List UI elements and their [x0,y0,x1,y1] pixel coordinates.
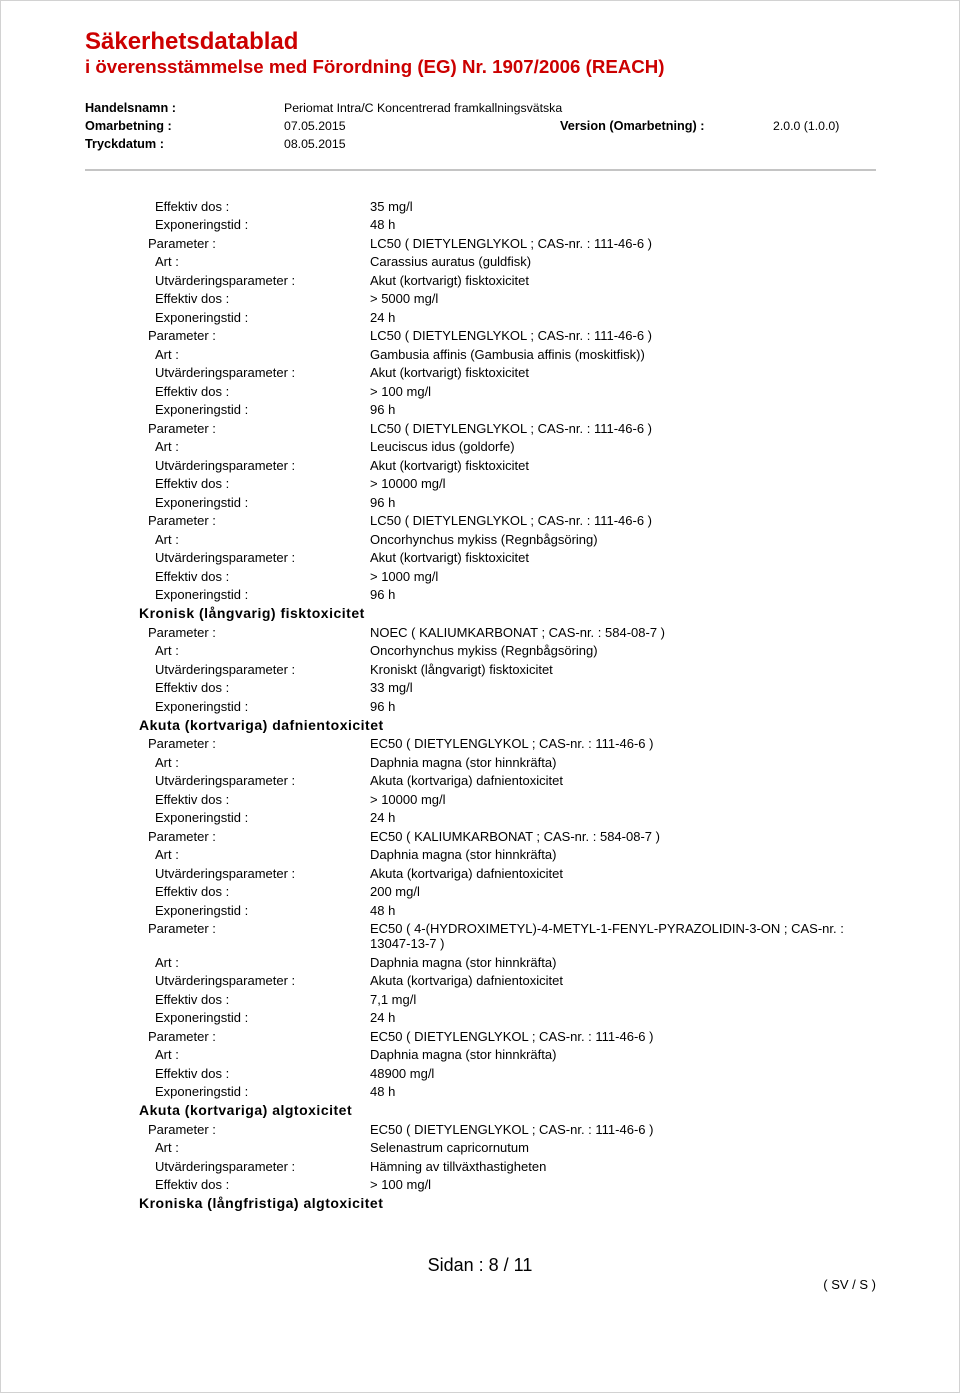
parameter-value: EC50 ( KALIUMKARBONAT ; CAS-nr. : 584-08-7 ) [370,828,660,844]
effektiv-dos-value: > 10000 mg/l [370,791,446,807]
utvarderingsparameter-row [0,1157,960,1176]
exponeringstid-row [0,901,960,920]
utvarderingsparameter-value: Kroniskt (långvarigt) fisktoxicitet [370,661,553,677]
effektiv-dos-value: 48900 mg/l [370,1065,435,1081]
utvarderingsparameter-label: Utvärderingsparameter : [155,272,296,288]
parameter-row [0,827,960,846]
utvarderingsparameter-value: Hämning av tillväxthastigheten [370,1158,547,1174]
exponeringstid-label: Exponeringstid : [155,587,249,603]
effektiv-dos-row [0,883,960,902]
header-divider [85,169,876,171]
effektiv-dos-label: Effektiv dos : [155,383,230,399]
effektiv-dos-row [0,1176,960,1195]
art-row [0,438,960,457]
art-row [0,1046,960,1065]
art-label: Art : [155,954,179,970]
effektiv-dos-label: Effektiv dos : [155,476,230,492]
print-date-value: 08.05.2015 [284,137,346,151]
test-result [0,920,960,1028]
parameter-value: NOEC ( KALIUMKARBONAT ; CAS-nr. : 584-08-7 ) [370,624,665,640]
exponeringstid-value: 96 h [370,494,396,510]
art-row [0,1139,960,1158]
utvarderingsparameter-row [0,549,960,568]
exponeringstid-row [0,308,960,327]
revision-date-label: Omarbetning : [85,119,172,133]
effektiv-dos-value: 200 mg/l [370,884,420,900]
utvarderingsparameter-value: Akuta (kortvariga) dafnientoxicitet [370,773,563,789]
parameter-row [0,419,960,438]
art-row [0,953,960,972]
effektiv-dos-label: Effektiv dos : [155,680,230,696]
effektiv-dos-row [0,990,960,1009]
page-number: Sidan : 8 / 11 [427,1255,533,1275]
exponeringstid-label: Exponeringstid : [155,309,249,325]
exponeringstid-label: Exponeringstid : [155,494,249,510]
art-value: Leuciscus idus (goldorfe) [370,439,515,455]
effektiv-dos-row [0,1064,960,1083]
effektiv-dos-value: 35 mg/l [370,198,413,214]
section-heading: Kronisk (långvarig) fisktoxicitet [139,605,365,621]
exponeringstid-row [0,697,960,716]
exponeringstid-row [0,1083,960,1102]
ecotox-section [0,1194,960,1213]
parameter-value: LC50 ( DIETYLENGLYKOL ; CAS-nr. : 111-46-6 ) [370,513,653,529]
parameter-label: Parameter : [148,420,216,436]
exponeringstid-label: Exponeringstid : [155,810,249,826]
utvarderingsparameter-label: Utvärderingsparameter : [155,865,296,881]
section-heading: Akuta (kortvariga) dafnientoxicitet [139,716,384,733]
art-label: Art : [155,346,179,362]
exponeringstid-label: Exponeringstid : [155,217,249,233]
document-subtitle: i överensstämmelse med Förordning (EG) Nr. 1907/2006 (REACH) [85,56,665,77]
parameter-row [0,512,960,531]
utvarderingsparameter-value: Akut (kortvarigt) fisktoxicitet [370,550,529,566]
utvarderingsparameter-label: Utvärderingsparameter : [155,365,296,381]
art-row [0,253,960,272]
utvarderingsparameter-label: Utvärderingsparameter : [155,1158,296,1174]
version-value: 2.0.0 (1.0.0) [773,119,840,133]
revision-date-value: 07.05.2015 [284,119,346,133]
test-result [0,512,960,605]
parameter-label: Parameter : [148,513,216,529]
exponeringstid-row [0,586,960,605]
utvarderingsparameter-value: Akuta (kortvariga) dafnientoxicitet [370,865,563,881]
art-label: Art : [155,1140,179,1156]
exponeringstid-value: 48 h [370,902,396,918]
ecotox-section [0,716,960,1102]
art-label: Art : [155,1047,179,1063]
art-value: Daphnia magna (stor hinnkräfta) [370,847,557,863]
parameter-value: EC50 ( DIETYLENGLYKOL ; CAS-nr. : 111-46-6 ) [370,1028,654,1044]
language-code: ( SV / S ) [823,1277,876,1292]
effektiv-dos-value: > 100 mg/l [370,383,432,399]
ecotox-section [0,197,960,604]
trade-name-row [0,99,960,117]
exponeringstid-value: 24 h [370,810,396,826]
effektiv-dos-label: Effektiv dos : [155,1065,230,1081]
art-row [0,642,960,661]
test-result [0,623,960,716]
ecotox-section [0,604,960,716]
exponeringstid-row [0,809,960,828]
parameter-value: EC50 ( DIETYLENGLYKOL ; CAS-nr. : 111-46-6 ) [370,736,654,752]
utvarderingsparameter-label: Utvärderingsparameter : [155,661,296,677]
ecotox-section [0,1101,960,1194]
effektiv-dos-row [0,475,960,494]
ecotoxicity-content [0,197,960,1213]
effektiv-dos-row [0,197,960,216]
art-value: Daphnia magna (stor hinnkräfta) [370,954,557,970]
utvarderingsparameter-label: Utvärderingsparameter : [155,973,296,989]
test-result [0,197,960,234]
exponeringstid-value: 48 h [370,1084,396,1100]
effektiv-dos-value: > 1000 mg/l [370,568,439,584]
exponeringstid-value: 24 h [370,1010,396,1026]
effektiv-dos-label: Effektiv dos : [155,791,230,807]
exponeringstid-value: 24 h [370,309,396,325]
utvarderingsparameter-value: Akut (kortvarigt) fisktoxicitet [370,365,529,381]
effektiv-dos-value: > 10000 mg/l [370,476,446,492]
art-value: Selenastrum capricornutum [370,1140,529,1156]
test-result [0,1027,960,1101]
effektiv-dos-label: Effektiv dos : [155,291,230,307]
parameter-label: Parameter : [148,828,216,844]
print-date-label: Tryckdatum : [85,137,164,151]
effektiv-dos-row [0,567,960,586]
effektiv-dos-value: > 100 mg/l [370,1177,432,1193]
parameter-row [0,735,960,754]
test-result [0,327,960,420]
effektiv-dos-label: Effektiv dos : [155,1177,230,1193]
exponeringstid-label: Exponeringstid : [155,1010,249,1026]
art-value: Daphnia magna (stor hinnkräfta) [370,1047,557,1063]
exponeringstid-label: Exponeringstid : [155,402,249,418]
exponeringstid-row [0,216,960,235]
utvarderingsparameter-label: Utvärderingsparameter : [155,773,296,789]
parameter-row [0,920,960,954]
parameter-row [0,234,960,253]
test-result [0,827,960,920]
effektiv-dos-row [0,290,960,309]
test-result [0,1120,960,1194]
effektiv-dos-row [0,679,960,698]
effektiv-dos-value: > 5000 mg/l [370,291,439,307]
exponeringstid-row [0,401,960,420]
trade-name-label: Handelsnamn : [85,101,176,115]
document-title: Säkerhetsdatablad [85,28,299,55]
exponeringstid-label: Exponeringstid : [155,902,249,918]
parameter-label: Parameter : [148,235,216,251]
exponeringstid-value: 48 h [370,217,396,233]
section-heading: Akuta (kortvariga) algtoxicitet [139,1102,353,1118]
parameter-label: Parameter : [148,921,216,937]
section-heading: Kroniska (långfristiga) algtoxicitet [139,1195,384,1211]
art-value: Oncorhynchus mykiss (Regnbågsöring) [370,531,598,547]
exponeringstid-value: 96 h [370,402,396,418]
parameter-label: Parameter : [148,624,216,640]
revision-row [0,117,960,135]
parameter-value: LC50 ( DIETYLENGLYKOL ; CAS-nr. : 111-46-6 ) [370,420,653,436]
utvarderingsparameter-row [0,271,960,290]
effektiv-dos-row [0,790,960,809]
art-label: Art : [155,643,179,659]
art-label: Art : [155,847,179,863]
effektiv-dos-value: 33 mg/l [370,680,413,696]
art-label: Art : [155,754,179,770]
parameter-row [0,1027,960,1046]
art-value: Daphnia magna (stor hinnkräfta) [370,754,557,770]
parameter-label: Parameter : [148,1028,216,1044]
effektiv-dos-row [0,382,960,401]
test-result [0,735,960,828]
art-value: Carassius auratus (guldfisk) [370,254,532,270]
art-value: Oncorhynchus mykiss (Regnbågsöring) [370,643,598,659]
effektiv-dos-label: Effektiv dos : [155,198,230,214]
parameter-row [0,327,960,346]
art-label: Art : [155,254,179,270]
version-label: Version (Omarbetning) : [560,119,705,133]
art-label: Art : [155,531,179,547]
trade-name-value: Periomat Intra/C Koncentrerad framkallningsvätska [284,101,563,115]
exponeringstid-label: Exponeringstid : [155,1084,249,1100]
exponeringstid-value: 96 h [370,698,396,714]
utvarderingsparameter-row [0,660,960,679]
art-label: Art : [155,439,179,455]
test-result [0,419,960,512]
exponeringstid-row [0,1009,960,1028]
utvarderingsparameter-value: Akut (kortvarigt) fisktoxicitet [370,457,529,473]
parameter-value: LC50 ( DIETYLENGLYKOL ; CAS-nr. : 111-46-6 ) [370,328,653,344]
utvarderingsparameter-row [0,456,960,475]
effektiv-dos-label: Effektiv dos : [155,991,230,1007]
art-value: Gambusia affinis (Gambusia affinis (moskitfisk)) [370,346,645,362]
art-row [0,753,960,772]
parameter-value: EC50 ( 4-(HYDROXIMETYL)-4-METYL-1-FENYL-PYRAZOLIDIN-3-ON ; CAS-nr. : 13047-13-7 ) [370,921,844,952]
parameter-row [0,623,960,642]
exponeringstid-row [0,493,960,512]
parameter-label: Parameter : [148,1121,216,1137]
effektiv-dos-label: Effektiv dos : [155,884,230,900]
utvarderingsparameter-value: Akuta (kortvariga) dafnientoxicitet [370,973,563,989]
exponeringstid-value: 96 h [370,587,396,603]
test-result [0,234,960,327]
print-date-row [0,135,960,153]
exponeringstid-label: Exponeringstid : [155,698,249,714]
utvarderingsparameter-label: Utvärderingsparameter : [155,550,296,566]
parameter-label: Parameter : [148,736,216,752]
art-row [0,846,960,865]
parameter-row [0,1120,960,1139]
art-row [0,345,960,364]
utvarderingsparameter-row [0,364,960,383]
utvarderingsparameter-row [0,864,960,883]
parameter-value: LC50 ( DIETYLENGLYKOL ; CAS-nr. : 111-46-6 ) [370,235,653,251]
utvarderingsparameter-value: Akut (kortvarigt) fisktoxicitet [370,272,529,288]
effektiv-dos-label: Effektiv dos : [155,568,230,584]
parameter-value: EC50 ( DIETYLENGLYKOL ; CAS-nr. : 111-46-6 ) [370,1121,654,1137]
utvarderingsparameter-label: Utvärderingsparameter : [155,457,296,473]
parameter-label: Parameter : [148,328,216,344]
utvarderingsparameter-row [0,772,960,791]
utvarderingsparameter-row [0,972,960,991]
art-row [0,530,960,549]
effektiv-dos-value: 7,1 mg/l [370,991,417,1007]
